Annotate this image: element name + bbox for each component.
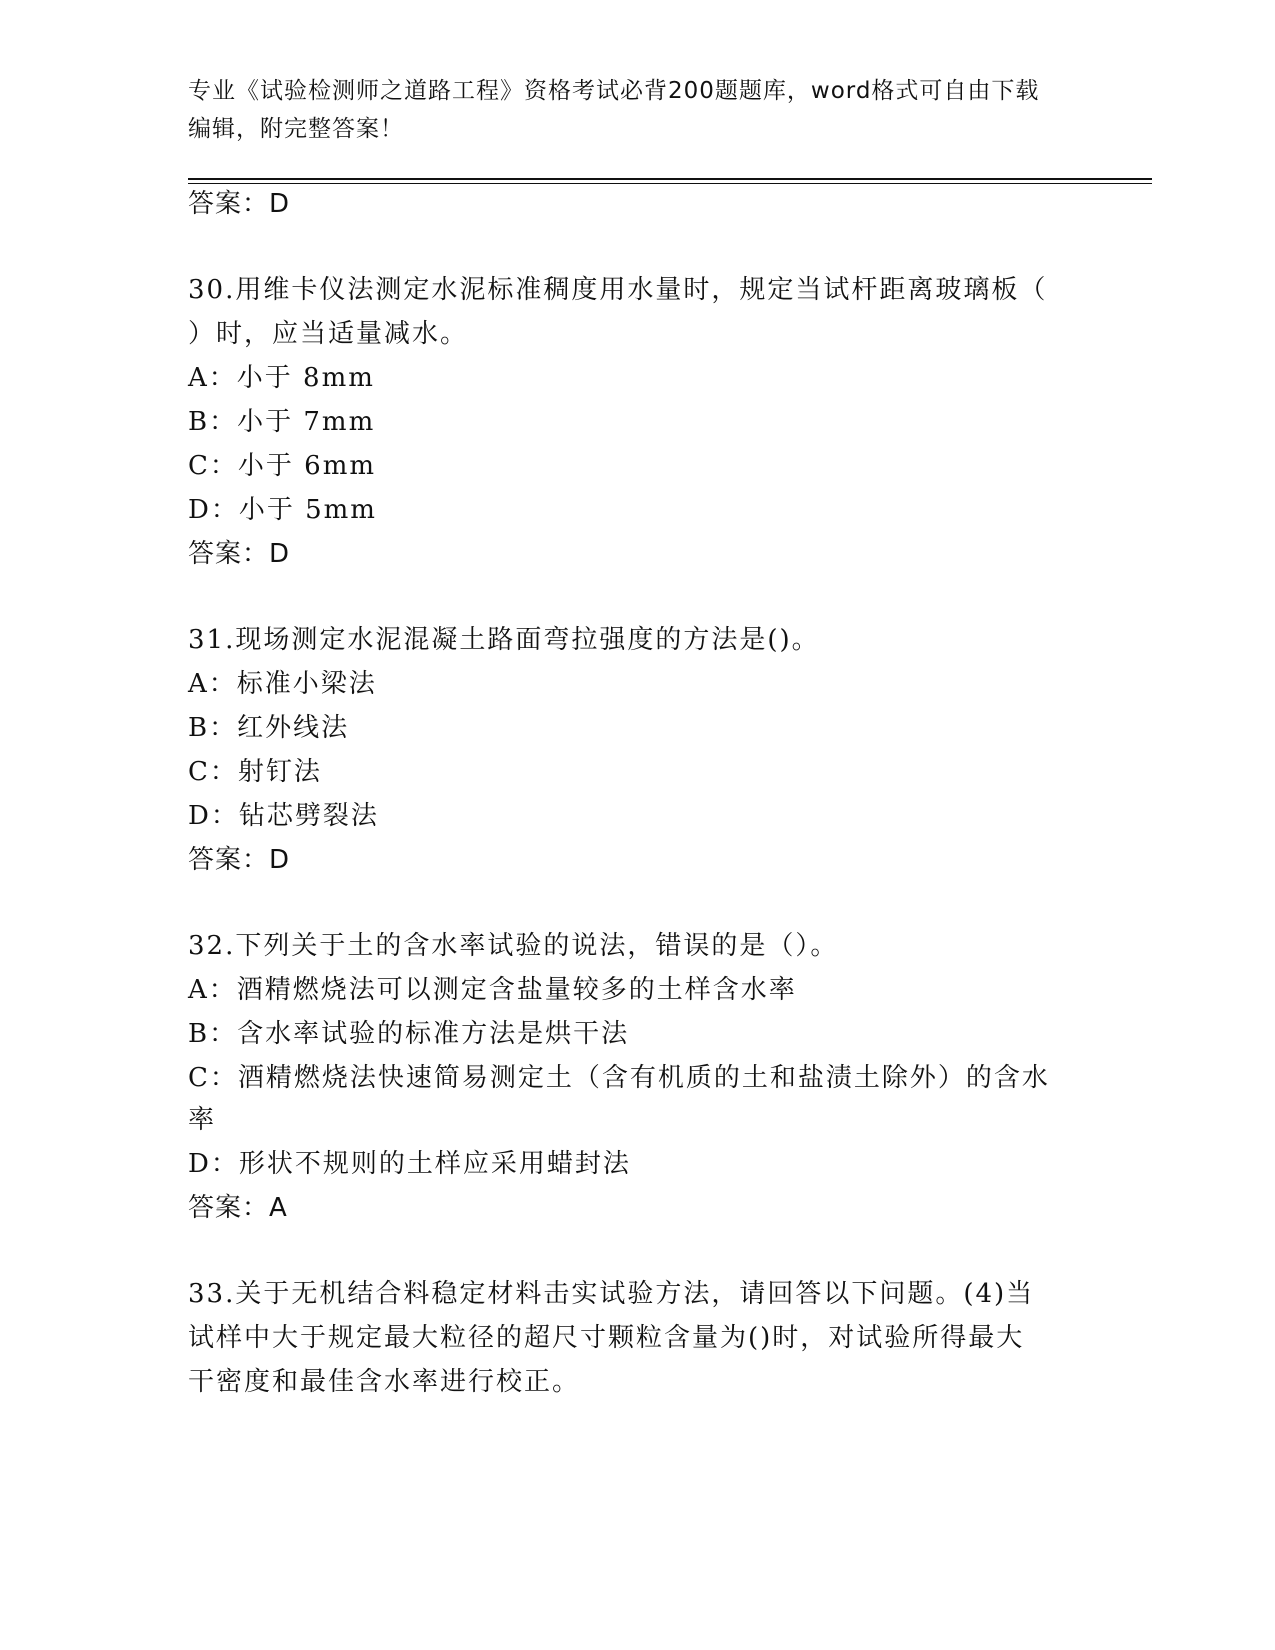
- question-30-option-c: C：小于 6mm: [188, 451, 377, 481]
- question-32-option-d: D：形状不规则的土样应采用蜡封法: [188, 1149, 631, 1179]
- question-31-option-d: D：钻芯劈裂法: [188, 801, 379, 831]
- answer-30: 答案：D: [188, 539, 291, 569]
- header-line-1: 专业《试验检测师之道路工程》资格考试必背200题题库，word格式可自由下载: [188, 78, 1040, 104]
- question-30-line-2: ）时，应当适量减水。: [188, 319, 469, 349]
- question-32-option-c-line-1: C：酒精燃烧法快速简易测定土（含有机质的土和盐渍土除外）的含水: [188, 1063, 1050, 1093]
- question-31-option-a: A：标准小梁法: [188, 669, 377, 699]
- question-30-option-b: B：小于 7mm: [188, 407, 376, 437]
- answer-29: 答案：D: [188, 189, 291, 219]
- question-31-line-1: 31.现场测定水泥混凝土路面弯拉强度的方法是()。: [188, 625, 820, 655]
- document-header: [188, 72, 1068, 148]
- question-31-option-c: C：射钉法: [188, 757, 322, 787]
- question-32-option-c-line-2: 率: [188, 1105, 217, 1135]
- header-divider-thick: [188, 178, 1152, 180]
- question-33-line-1: 33.关于无机结合料稳定材料击实试验方法，请回答以下问题。(4)当: [188, 1279, 1035, 1309]
- answer-31: 答案：D: [188, 845, 291, 875]
- answer-32: 答案：A: [188, 1193, 288, 1223]
- question-33-line-2: 试样中大于规定最大粒径的超尺寸颗粒含量为()时，对试验所得最大: [188, 1323, 1025, 1353]
- header-line-2: 编辑，附完整答案！: [188, 116, 404, 142]
- question-33-line-3: 干密度和最佳含水率进行校正。: [188, 1367, 581, 1397]
- question-31-option-b: B：红外线法: [188, 713, 350, 743]
- question-32-line-1: 32.下列关于土的含水率试验的说法，错误的是（）。: [188, 931, 839, 961]
- question-30-line-1: 30.用维卡仪法测定水泥标准稠度用水量时，规定当试杆距离玻璃板（: [188, 275, 1048, 305]
- question-30-option-d: D：小于 5mm: [188, 495, 377, 525]
- question-32-option-a: A：酒精燃烧法可以测定含盐量较多的土样含水率: [188, 975, 797, 1005]
- question-32-option-b: B：含水率试验的标准方法是烘干法: [188, 1019, 630, 1049]
- question-30-option-a: A：小于 8mm: [188, 363, 375, 393]
